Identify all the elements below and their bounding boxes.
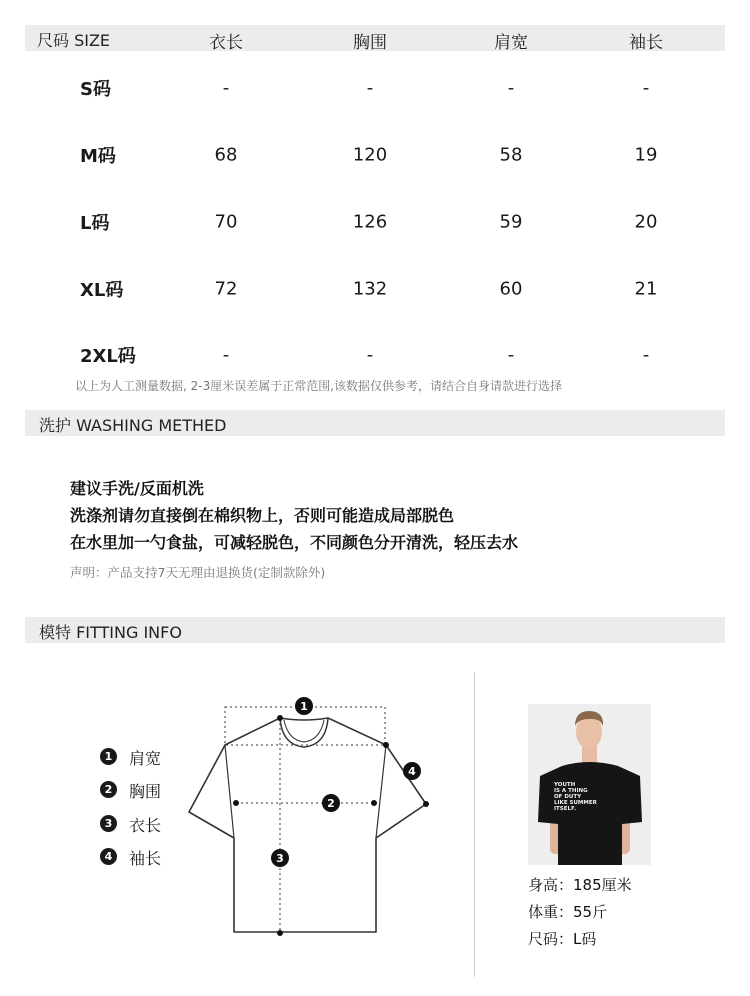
table-cell: 68 bbox=[214, 144, 238, 166]
model-height: 身高：185厘米 bbox=[528, 876, 632, 894]
table-cell: 58 bbox=[499, 144, 523, 166]
washing-line: 在水里加一勺食盐，可减轻脱色，不同颜色分开清洗，轻压去水 bbox=[70, 533, 519, 552]
shirt-print-line: IS A THING bbox=[554, 788, 588, 794]
washing-line: 建议手洗/反面机洗 bbox=[70, 479, 204, 498]
model-weight: 体重：55斤 bbox=[528, 903, 608, 921]
table-cell: 21 bbox=[634, 278, 658, 300]
row-label-l: L码 bbox=[80, 213, 110, 234]
column-header-shoulder: 肩宽 bbox=[494, 33, 528, 53]
row-label-s: S码 bbox=[80, 79, 111, 100]
table-cell: 60 bbox=[499, 278, 523, 300]
badge-chest-number: 2 bbox=[327, 797, 335, 810]
table-cell: 126 bbox=[352, 211, 388, 233]
model-photo bbox=[528, 704, 651, 865]
table-cell: - bbox=[366, 344, 374, 366]
fitting-section-title: 模特 FITTING INFO bbox=[39, 623, 182, 642]
column-header-sleeve: 袖长 bbox=[629, 33, 663, 53]
legend-number-badge: 2 bbox=[100, 781, 117, 798]
legend-number-badge: 3 bbox=[100, 815, 117, 832]
table-cell: 120 bbox=[352, 144, 388, 166]
fitting-header-bar bbox=[25, 617, 725, 643]
shirt-print-line: YOUTH bbox=[554, 782, 576, 788]
column-header-chest: 胸围 bbox=[353, 33, 387, 53]
table-cell: - bbox=[222, 77, 230, 99]
table-cell: 132 bbox=[352, 278, 388, 300]
table-cell: - bbox=[642, 344, 650, 366]
section-divider bbox=[474, 672, 475, 977]
table-cell: - bbox=[507, 344, 515, 366]
table-cell: 72 bbox=[214, 278, 238, 300]
measure-dot bbox=[371, 800, 377, 806]
shirt-print-line: OF DUTY bbox=[554, 794, 582, 800]
table-cell: - bbox=[507, 77, 515, 99]
shirt-print-line: LIKE SUMMER bbox=[554, 800, 597, 806]
badge-length-number: 3 bbox=[276, 852, 284, 865]
legend-label: 肩宽 bbox=[129, 749, 162, 768]
tshirt-measurement-diagram bbox=[180, 690, 440, 950]
column-header-length: 衣长 bbox=[209, 33, 243, 53]
legend-label: 袖长 bbox=[129, 849, 162, 868]
washing-section-title: 洗护 WASHING METHED bbox=[39, 416, 227, 435]
row-label-2xl: 2XL码 bbox=[80, 346, 136, 367]
tshirt-outline bbox=[189, 718, 426, 932]
measure-dot bbox=[277, 715, 283, 721]
size-header-bar bbox=[25, 25, 725, 51]
washing-header-bar bbox=[25, 410, 725, 436]
table-cell: 70 bbox=[214, 211, 238, 233]
legend-label: 衣长 bbox=[129, 816, 162, 835]
row-label-xl: XL码 bbox=[80, 280, 124, 301]
return-statement: 声明：产品支持7天无理由退换货(定制款除外) bbox=[70, 565, 326, 580]
legend-label: 胸围 bbox=[129, 782, 162, 801]
badge-sleeve-number: 4 bbox=[408, 765, 416, 778]
measure-dot bbox=[423, 801, 429, 807]
measure-dot bbox=[277, 930, 283, 936]
table-cell: 59 bbox=[499, 211, 523, 233]
legend-number-badge: 1 bbox=[100, 748, 117, 765]
shirt-print-line: ITSELF. bbox=[554, 806, 577, 812]
legend-number-badge: 4 bbox=[100, 848, 117, 865]
table-cell: 19 bbox=[634, 144, 658, 166]
washing-line: 洗涤剂请勿直接倒在棉织物上，否则可能造成局部脱色 bbox=[70, 506, 455, 525]
badge-shoulder-number: 1 bbox=[300, 700, 308, 713]
table-cell: - bbox=[366, 77, 374, 99]
model-size: 尺码：L码 bbox=[528, 930, 597, 948]
measure-dot bbox=[233, 800, 239, 806]
measurement-note: 以上为人工测量数据, 2-3厘米误差属于正常范围,该数据仅供参考，请结合自身请款进行选择 bbox=[75, 379, 563, 393]
table-cell: 20 bbox=[634, 211, 658, 233]
table-cell: - bbox=[642, 77, 650, 99]
measure-dot bbox=[383, 742, 389, 748]
row-label-m: M码 bbox=[80, 146, 116, 167]
table-cell: - bbox=[222, 344, 230, 366]
size-section-title: 尺码 SIZE bbox=[37, 31, 111, 50]
